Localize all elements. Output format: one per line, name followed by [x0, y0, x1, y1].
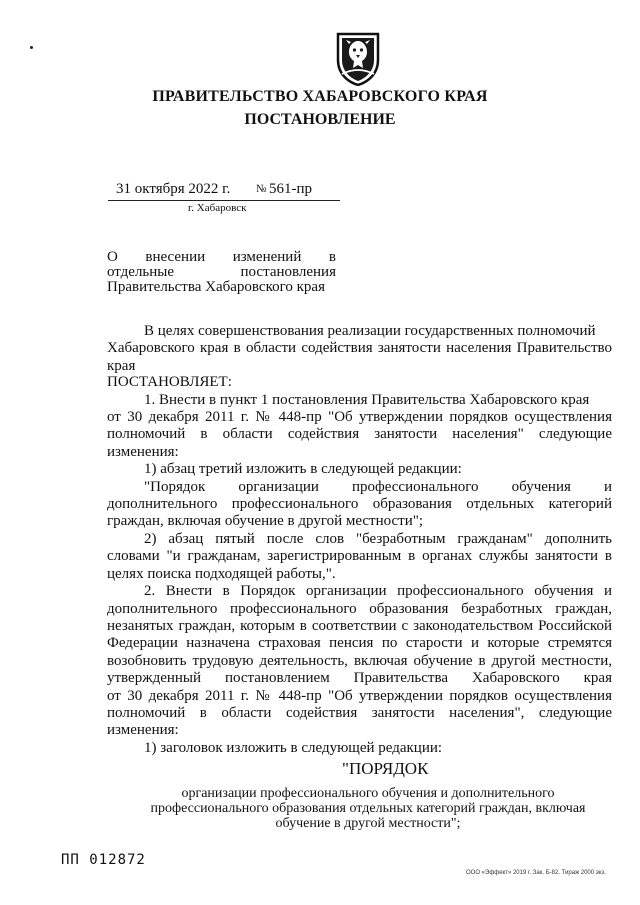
paragraph-line: незанятых граждан, которым в соответствии с законодательством Российской	[107, 617, 612, 634]
paragraph-line: Хабаровского края в области содействия занятости населения Правительство	[107, 340, 612, 357]
subject-line: Правительства Хабаровского края	[107, 279, 325, 295]
paragraph-line: от 30 декабря 2011 г. № 448-пр "Об утверждении порядков осуществления	[107, 409, 612, 426]
order-subtitle	[128, 786, 608, 831]
paragraph-line: полномочий в области содействия занятости населения", следующие	[107, 704, 612, 721]
order-heading: "ПОРЯДОК	[342, 759, 429, 778]
paragraph-line: 2) абзац пятый после слов "безработным гражданам" дополнить	[144, 530, 612, 547]
print-info: ООО «Эффект» 2019 г. Зак. Б-82. Тираж 2000 экз.	[466, 870, 606, 876]
paragraph-line: дополнительного профессионального образования отдельных категорий	[107, 496, 612, 513]
subtitle-line: обучение в другой местности";	[275, 816, 461, 831]
paragraph-line: возобновить трудовую деятельность, включая обучение в другой местности,	[107, 652, 612, 669]
serial-number: ПП 012872	[61, 852, 146, 868]
paragraph-line: 1. Внести в пункт 1 постановления Правительства Хабаровского края	[144, 391, 590, 408]
paragraph-line: В целях совершенствования реализации государственных полномочий	[144, 323, 596, 339]
khabarovsk-coat-of-arms-icon	[334, 30, 382, 86]
paragraph-line: полномочий в области содействия занятости населения" следующие	[107, 426, 612, 443]
subtitle-line: профессионального образования отдельных категорий граждан, включая	[150, 801, 586, 816]
scan-speck	[30, 46, 33, 49]
paragraph-line: целях поиска подходящей работы,".	[107, 565, 336, 582]
subtitle-line: организации профессионального обучения и дополнительного	[181, 786, 555, 801]
paragraph-line: утвержденный постановлением Правительства Хабаровского края	[107, 670, 612, 687]
subject-line: О внесении изменений в	[107, 249, 336, 265]
paragraph-line: Федерации назначена страховая пенсия по старости и которые стремятся	[107, 635, 612, 652]
paragraph-line: ПОСТАНОВЛЯЕТ:	[107, 374, 232, 391]
paragraph-line: дополнительного профессионального образования безработных граждан,	[107, 600, 612, 617]
body-text	[107, 323, 612, 757]
paragraph-line: 2. Внести в Порядок организации профессионального обучения и	[144, 583, 612, 600]
document-date: 31 октября 2022 г.	[116, 181, 231, 197]
subject-line: отдельные постановления	[107, 264, 336, 280]
document-subject	[107, 250, 336, 295]
government-title: ПРАВИТЕЛЬСТВО ХАБАРОВСКОГО КРАЯ	[152, 88, 488, 105]
document-type: ПОСТАНОВЛЕНИЕ	[244, 111, 396, 128]
paragraph-line: "Порядок организации профессионального обучения и	[144, 478, 612, 495]
document-number: 561-пр	[269, 181, 313, 197]
number-sign: №	[256, 183, 267, 195]
paragraph-line: изменения:	[107, 443, 179, 460]
paragraph-line: 1) абзац третий изложить в следующей редакции:	[144, 461, 462, 478]
paragraph-line: 1) заголовок изложить в следующей редакции:	[144, 739, 443, 756]
paragraph-line: словами "и гражданам, зарегистрированным в органах службы занятости в	[107, 548, 612, 565]
city: г. Хабаровск	[188, 202, 247, 214]
date-number-line	[108, 181, 340, 201]
paragraph-line: от 30 декабря 2011 г. № 448-пр "Об утверждении порядков осуществления	[107, 687, 612, 704]
paragraph-line: граждан, включая обучение в другой местности";	[107, 513, 424, 530]
paragraph-line: края	[107, 357, 136, 374]
paragraph-line: изменения:	[107, 722, 179, 739]
